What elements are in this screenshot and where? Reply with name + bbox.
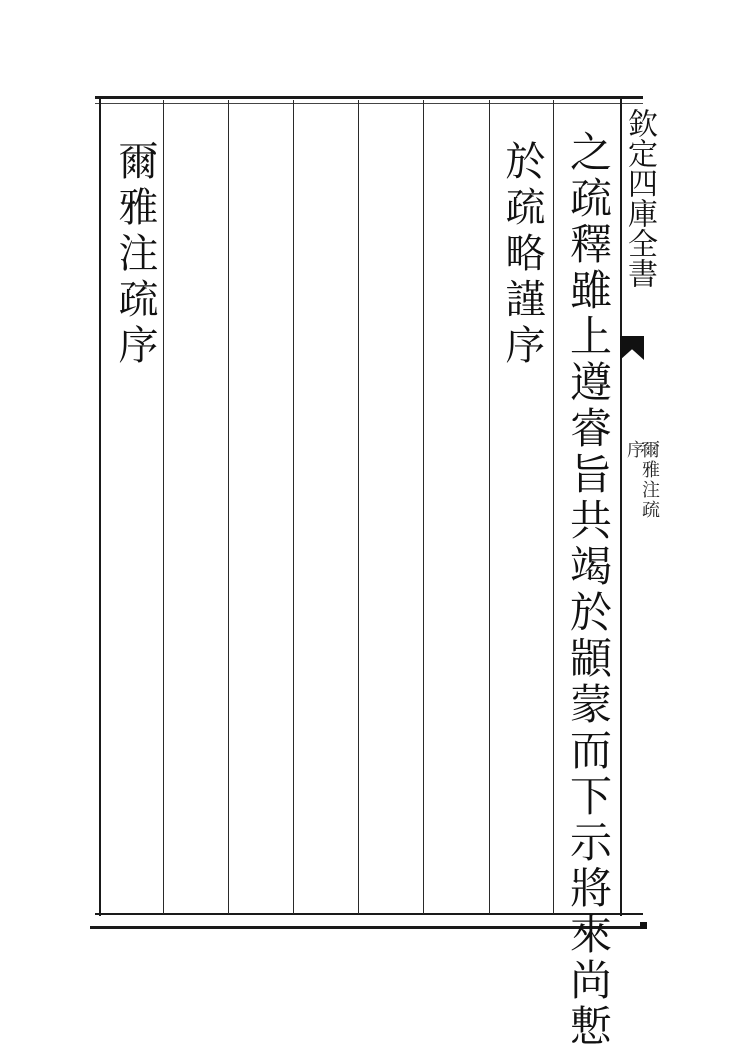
column-rule — [293, 100, 294, 914]
text-column-title: 爾雅注疏序 — [112, 140, 158, 370]
text-column-closing: 於疏略謹序 — [499, 140, 545, 370]
corner-mark-icon — [640, 922, 647, 929]
column-rule — [553, 100, 554, 914]
column-rule — [423, 100, 424, 914]
frame-top-border — [95, 96, 643, 99]
margin-section-label: 序 — [624, 440, 645, 460]
column-rule — [358, 100, 359, 914]
margin-book-label: 爾雅注疏 — [639, 440, 660, 520]
column-rule — [228, 100, 229, 914]
frame-left-border — [99, 98, 101, 916]
column-rule — [489, 100, 490, 914]
frame-top-inner-border — [95, 103, 643, 104]
margin-collection-title: 欽定四庫全書 — [622, 108, 657, 288]
text-column-main: 之疏釋雖上遵睿旨共竭於顓蒙而下示將來尚慙 — [564, 130, 613, 1050]
